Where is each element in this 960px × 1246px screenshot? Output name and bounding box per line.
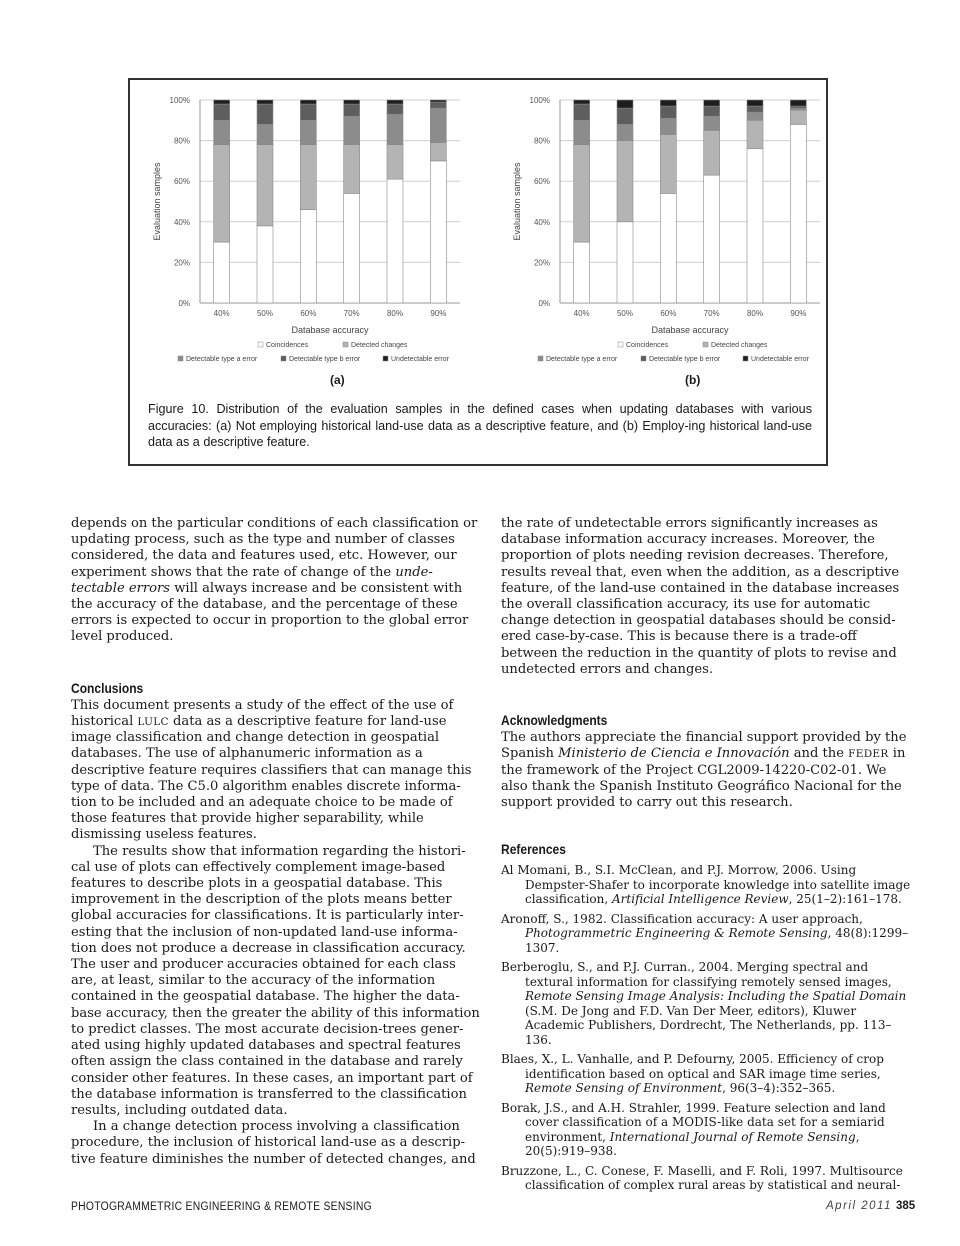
y-axis-title: Evaluation samples <box>512 162 522 241</box>
bar-segment <box>704 106 720 116</box>
bar-segment <box>617 100 633 108</box>
bar-segment <box>430 108 446 143</box>
bar-segment <box>660 100 676 106</box>
legend-swatch <box>258 342 263 347</box>
bar-segment <box>574 120 590 144</box>
journal-footer: PHOTOGRAMMETRIC ENGINEERING & REMOTE SENSING <box>71 1201 372 1213</box>
legend-label: Coincidences <box>266 342 309 349</box>
bar-segment <box>790 106 806 108</box>
bar-segment <box>790 108 806 110</box>
bar-segment <box>430 100 446 102</box>
legend-label: Coincidences <box>626 342 669 349</box>
bar-segment <box>387 179 403 303</box>
x-tick-label: 50% <box>616 309 634 318</box>
bar-segment <box>300 104 316 120</box>
bar-segment <box>704 175 720 303</box>
bar-segment <box>574 145 590 242</box>
bar-segment <box>344 104 360 116</box>
page-number: 385 <box>896 1200 916 1212</box>
chart-b <box>498 90 838 365</box>
reference-item: Bruzzone, L., C. Conese, F. Maselli, and F. Roli, 1997. Multisource classification of complex rural areas by statistical and neural- <box>501 1163 903 1193</box>
x-tick-label: 60% <box>300 309 317 318</box>
bar-segment <box>747 112 763 120</box>
x-tick-label: 80% <box>746 309 764 318</box>
legend-label: Undetectable error <box>751 356 809 363</box>
legend-label: Detectable type b error <box>289 356 361 363</box>
bar-segment <box>747 100 763 106</box>
bar-segment <box>344 145 360 194</box>
bar-segment <box>214 120 230 144</box>
legend-swatch <box>538 356 543 361</box>
legend-label: Detected changes <box>351 342 408 349</box>
bar-segment <box>300 210 316 303</box>
legend-swatch <box>343 342 348 347</box>
issue-date: April 2011 <box>826 1200 892 1212</box>
y-tick-label: 20% <box>173 258 190 268</box>
x-tick-label: 60% <box>660 309 677 318</box>
bar-segment <box>387 104 403 114</box>
legend-label: Detected changes <box>711 342 768 349</box>
bar-segment <box>574 104 590 120</box>
figure-caption: Figure 10. Distribution of the evaluation samples in the defined cases when updating databases with various accuracies: (a) Not employing historical land-use data as a descriptive feature, and (b) Employ-ing historical land-use data as a descriptive feature. <box>148 402 812 449</box>
y-axis-title: Evaluation samples <box>152 162 162 241</box>
figure-10 <box>128 78 828 466</box>
bar-segment <box>387 114 403 144</box>
legend-swatch <box>641 356 646 361</box>
bar-segment <box>257 145 273 226</box>
legend-swatch <box>178 356 183 361</box>
bar-segment <box>704 116 720 130</box>
reference-item: Borak, J.S., and A.H. Strahler, 1999. Feature selection and land cover classification of a MODIS-like data set for a semiarid environment, International Journal of Remote Sensing, 20(5):919–938. <box>501 1100 886 1159</box>
panel-label-a: (a) <box>330 373 345 387</box>
bar-segment <box>214 100 230 104</box>
bar-segment <box>617 108 633 124</box>
left-column <box>71 516 483 1168</box>
conclusions-heading: Conclusions <box>71 679 144 696</box>
bar-segment <box>257 226 273 303</box>
continued-paragraph: the rate of undetectable errors significantly increases as database information accuracy increases. Moreover, the proportion of plots needing revision decreases. Therefore, results reveal that, even when the addition, as a descriptive feature, of the land-use contained in the database increases the overall classification accuracy, its use for automatic change detection in geospatial databases should be consid-ered case-by-case. This is because there is a trade-off between the reduction in the quantity of plots to revise and undetected errors and changes. <box>501 516 900 677</box>
bar-segment <box>617 222 633 303</box>
bar-segment <box>257 124 273 144</box>
y-tick-label: 20% <box>533 258 550 268</box>
bar-segment <box>660 106 676 118</box>
bar-segment <box>430 161 446 303</box>
intro-paragraph: depends on the particular conditions of each classification or updating process, such as the type and number of classes considered, the data and features used, etc. However, our experiment shows that the rate of change of the unde-tectable errors will always increase and be consistent with the accuracy of the database, and the percentage of these errors is expected to occur in proportion to the global error level produced. <box>71 516 478 645</box>
conclusions-paragraph-3: In a change detection process involving a classification procedure, the inclusion of historical land-use as a descrip-tive feature diminishes the number of detected changes, and <box>71 1119 476 1167</box>
bar-segment <box>660 193 676 303</box>
x-axis-title: Database accuracy <box>651 325 729 335</box>
legend-label: Undetectable error <box>391 356 449 363</box>
x-tick-label: 70% <box>343 309 360 318</box>
right-column <box>501 516 913 1198</box>
references-list <box>501 863 913 1193</box>
reference-item: Al Momani, B., S.I. McClean, and P.J. Morrow, 2006. Using Dempster-Shafer to incorporate knowledge into satellite image classification, Artificial Intelligence Review, 25(1–2):161–178. <box>501 863 911 907</box>
legend-swatch <box>618 342 623 347</box>
bar-segment <box>574 100 590 104</box>
bar-segment <box>747 149 763 303</box>
x-tick-label: 40% <box>213 309 230 318</box>
chart-a <box>138 90 478 365</box>
bar-segment <box>790 124 806 303</box>
acknowledgments-paragraph: The authors appreciate the financial support provided by the Spanish Ministerio de Ciencia e Innovación and the FEDER in the framework of the Project CGL2009-14220-C02-01. We also thank the Spanish Instituto Geográfico Nacional for the support provided to carry out this research. <box>501 730 907 811</box>
bar-segment <box>257 100 273 104</box>
x-tick-label: 80% <box>386 309 404 318</box>
y-tick-label: 40% <box>173 217 190 227</box>
bar-segment <box>300 145 316 210</box>
reference-item: Blaes, X., L. Vanhalle, and P. Defourny, 2005. Efficiency of crop identification based on optical and SAR image time series, Remote Sensing of Environment, 96(3–4):352–365. <box>501 1052 884 1096</box>
legend-swatch <box>383 356 388 361</box>
x-tick-label: 50% <box>256 309 274 318</box>
conclusions-paragraph-2: The results show that information regarding the histori-cal use of plots can effectively complement image-based features to describe plots in a geospatial database. This improvement in the description of the plots means better global accuracies for classifications. It is particularly inter-esting that the inclusion of non-updated land-use informa-tion does not produce a decrease in classification accuracy. The user and producer accuracies obtained for each class are, at least, similar to the accuracy of the information contained in the geospatial database. The higher the data-base accuracy, then the greater the ability of this information to predict classes. The most accurate decision-trees gener-ated using highly updated databases and spectral features often assign the class contained in the database and rarely consider other features. In these cases, an important part of the database information is transferred to the classification results, including outdated data. <box>71 843 480 1118</box>
y-tick-label: 60% <box>533 177 550 187</box>
y-tick-label: 100% <box>169 96 190 105</box>
x-tick-label: 40% <box>573 309 590 318</box>
bar-segment <box>344 100 360 104</box>
reference-item: Aronoff, S., 1982. Classification accuracy: A user approach, Photogrammetric Engineering & Remote Sensing, 48(8):1299–1307. <box>501 911 909 955</box>
bar-segment <box>344 116 360 144</box>
x-tick-label: 90% <box>790 309 807 318</box>
bar-segment <box>214 104 230 120</box>
bar-segment <box>430 102 446 108</box>
bar-segment <box>344 193 360 303</box>
acknowledgments-heading: Acknowledgments <box>501 712 608 729</box>
legend-swatch <box>703 342 708 347</box>
bar-segment <box>704 130 720 175</box>
x-axis-title: Database accuracy <box>291 325 369 335</box>
conclusions-paragraph-1: This document presents a study of the effect of the use of historical LULC data as a descriptive feature for land-use image classification and change detection in geospatial databases. The use of alphanumeric information as a descriptive feature requires classifiers that can manage this type of data. The C5.0 algorithm enables discrete informa-tion to be included and an adequate choice to be made of those features that provide higher separability, while dismissing useless features. <box>71 697 472 843</box>
bar-segment <box>660 135 676 194</box>
bar-segment <box>747 106 763 112</box>
legend-label: Detectable type a error <box>186 356 258 363</box>
bar-segment <box>387 145 403 180</box>
legend-swatch <box>743 356 748 361</box>
bar-segment <box>704 100 720 106</box>
bar-segment <box>574 242 590 303</box>
bar-segment <box>790 110 806 124</box>
y-tick-label: 60% <box>173 177 190 187</box>
x-tick-label: 90% <box>430 309 447 318</box>
bar-segment <box>300 100 316 104</box>
bar-segment <box>747 120 763 148</box>
bar-segment <box>790 100 806 106</box>
bar-segment <box>387 100 403 104</box>
bar-segment <box>617 141 633 222</box>
bar-segment <box>300 120 316 144</box>
bar-segment <box>617 124 633 140</box>
y-tick-label: 40% <box>533 217 550 227</box>
legend-swatch <box>281 356 286 361</box>
bar-segment <box>214 145 230 242</box>
y-tick-label: 100% <box>529 96 550 105</box>
y-tick-label: 80% <box>173 136 190 146</box>
y-tick-label: 0% <box>178 299 190 308</box>
x-tick-label: 70% <box>703 309 720 318</box>
y-tick-label: 0% <box>538 299 550 308</box>
bar-segment <box>257 104 273 124</box>
bar-segment <box>430 143 446 161</box>
legend-label: Detectable type b error <box>649 356 721 363</box>
bar-segment <box>214 242 230 303</box>
y-tick-label: 80% <box>533 136 550 146</box>
bar-segment <box>660 118 676 134</box>
legend-label: Detectable type a error <box>546 356 618 363</box>
references-heading: References <box>501 841 566 858</box>
reference-item: Berberoglu, S., and P.J. Curran., 2004. Merging spectral and textural information for classifying remotely sensed images, Remote Sensing Image Analysis: Including the Spatial Domain (S.M. De Jong and F.D. Van Der Meer, editors), Kluwer Academic Publishers, Dordrecht, The Netherlands, pp. 113–136. <box>501 960 907 1047</box>
panel-label-b: (b) <box>685 373 701 387</box>
